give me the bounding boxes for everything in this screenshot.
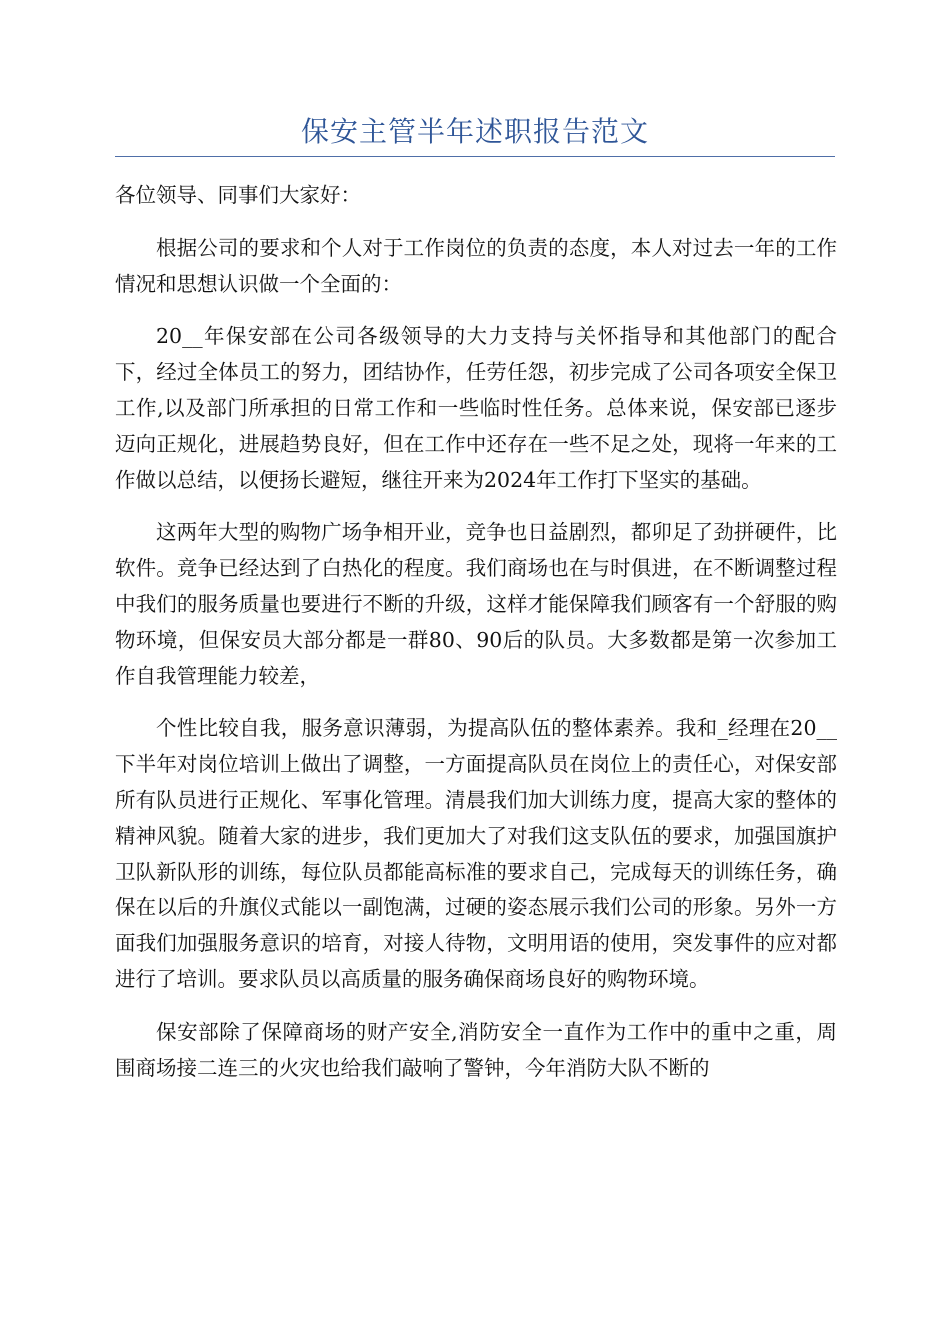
title-block xyxy=(115,110,835,157)
paragraph-4: 个性比较自我，服务意识薄弱，为提高队伍的整体素养。我和_经理在20__下半年对岗位培训上做出了调整，一方面提高队员在岗位上的责任心，对保安部所有队员进行正规化、军事化管理。清晨我们加大训练力度，提高大家的整体的精神风貌。随着大家的进步，我们更加大了对我们这支队伍的要求，加强国旗护卫队新队形的训练，每位队员都能高标准的要求自己，完成每天的训练任务，确保在以后的升旗仪式能以一副饱满，过硬的姿态展示我们公司的形象。另外一方面我们加强服务意识的培育，对接人待物，文明用语的使用，突发事件的应对都进行了培训。要求队员以高质量的服务确保商场良好的购物环境。 xyxy=(115,716,837,991)
greeting-line: 各位领导、同事们大家好： xyxy=(115,183,361,207)
document-body xyxy=(115,178,837,1103)
paragraph-3: 这两年大型的购物广场争相开业，竞争也日益剧烈，都卯足了劲拼硬件，比软件。竞争已经达到了白热化的程度。我们商场也在与时俱进，在不断调整过程中我们的服务质量也要进行不断的升级，这样才能保障我们顾客有一个舒服的购物环境，但保安员大部分都是一群80、90后的队员。大多数都是第一次参加工作自我管理能力较差， xyxy=(115,520,837,688)
document-title: 保安主管半年述职报告范文 xyxy=(300,115,649,148)
paragraph-2: 20__年保安部在公司各级领导的大力支持与关怀指导和其他部门的配合下，经过全体员工的努力，团结协作，任劳任怨，初步完成了公司各项安全保卫工作,以及部门所承担的日常工作和一些临时性任务。总体来说，保安部已逐步迈向正规化，进展趋势良好，但在工作中还存在一些不足之处，现将一年来的工作做以总结，以便扬长避短，继往开来为2024年工作打下坚实的基础。 xyxy=(115,324,837,492)
paragraph-5: 保安部除了保障商场的财产安全,消防安全一直作为工作中的重中之重，周围商场接二连三的火灾也给我们敲响了警钟，今年消防大队不断的 xyxy=(115,1019,837,1080)
paragraph-1: 根据公司的要求和个人对于工作岗位的负责的态度，本人对过去一年的工作情况和思想认识做一个全面的： xyxy=(115,235,837,296)
